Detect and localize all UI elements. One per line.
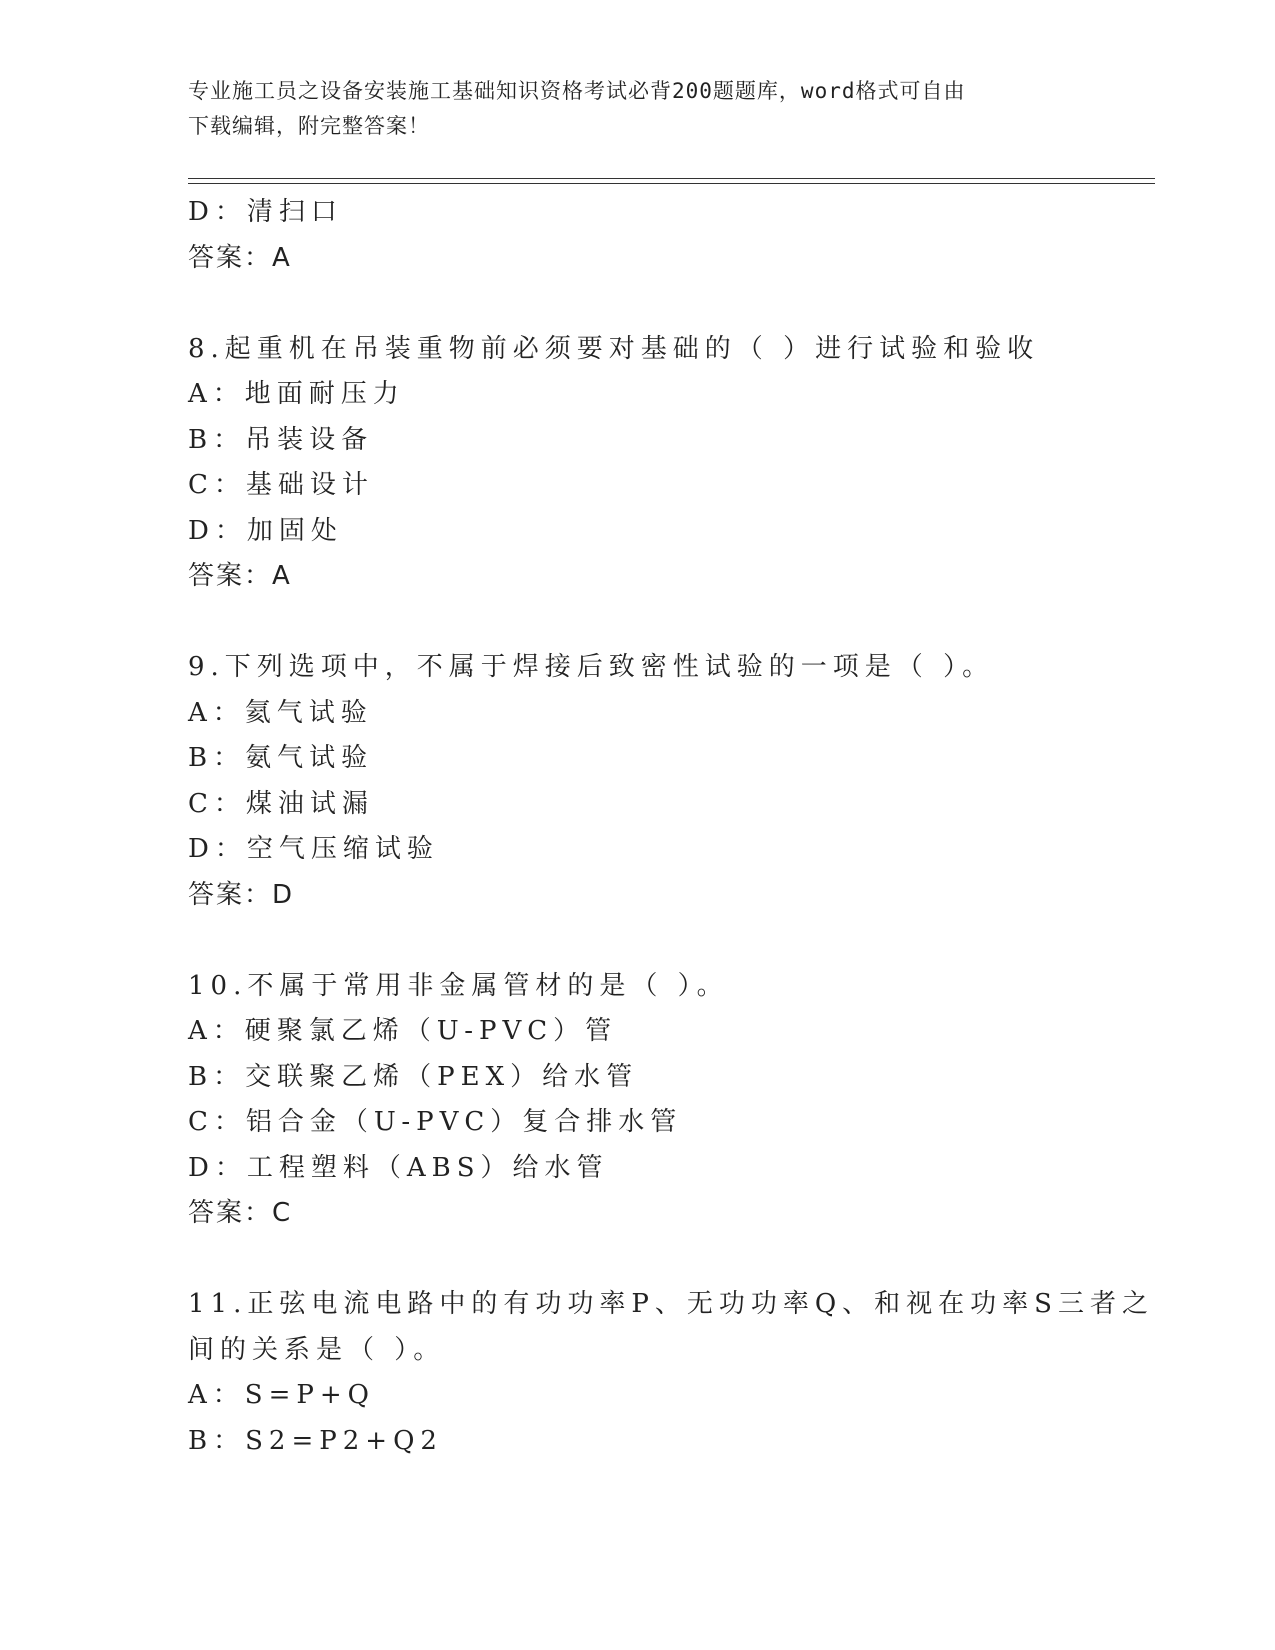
prev-option-d: D：清扫口 xyxy=(188,197,343,227)
spacer xyxy=(188,281,1128,327)
option-b: B：氨气试验 xyxy=(188,743,374,773)
option-a: A：地面耐压力 xyxy=(188,379,405,409)
answer: 答案：D xyxy=(188,879,295,910)
spacer xyxy=(188,918,1128,964)
question-stem-line-1: 11.正弦电流电路中的有功功率P、无功功率Q、和视在功率S三者之 xyxy=(188,1289,1154,1319)
question-list xyxy=(188,190,1154,1464)
spacer xyxy=(188,600,1128,646)
question-stem-line-2: 间的关系是（ ）。 xyxy=(188,1334,446,1365)
answer: 答案：C xyxy=(188,1198,293,1228)
option-d: D：空气压缩试验 xyxy=(188,834,439,864)
question-stem: 9.下列选项中，不属于焊接后致密性试验的一项是（ ）。 xyxy=(188,652,995,682)
spacer xyxy=(188,1237,1128,1283)
prev-answer: 答案：A xyxy=(188,242,292,273)
option-c: C：铝合金（U-PVC）复合排水管 xyxy=(188,1107,683,1137)
question-9 xyxy=(188,645,1128,918)
header-rule-top xyxy=(188,178,1155,179)
option-b: B：吊装设备 xyxy=(188,424,374,455)
question-stem: 8.起重机在吊装重物前必须要对基础的（ ）进行试验和验收 xyxy=(188,333,1040,364)
header-line-2: 下载编辑，附完整答案！ xyxy=(188,114,430,138)
question-10 xyxy=(188,964,1128,1237)
option-c: C：基础设计 xyxy=(188,470,374,500)
header-rule-bottom xyxy=(188,183,1155,184)
option-b: B：交联聚乙烯（PEX）给水管 xyxy=(188,1061,639,1092)
option-d: D：工程塑料（ABS）给水管 xyxy=(188,1152,609,1183)
option-a: A：氦气试验 xyxy=(188,697,373,728)
question-stem: 10.不属于常用非金属管材的是（ ）。 xyxy=(188,970,729,1001)
question-8 xyxy=(188,327,1128,600)
option-d: D：加固处 xyxy=(188,515,343,546)
question-11 xyxy=(188,1282,1154,1464)
option-a: A：硬聚氯乙烯（U-PVC）管 xyxy=(188,1016,618,1046)
answer: 答案：A xyxy=(188,561,292,591)
document-header xyxy=(188,74,1088,144)
option-a: A：S=P+Q xyxy=(188,1380,375,1410)
option-b: B：S2=P2+Q2 xyxy=(188,1425,443,1456)
header-line-1: 专业施工员之设备安装施工基础知识资格考试必背200题题库，word格式可自由 xyxy=(188,79,966,103)
option-c: C：煤油试漏 xyxy=(188,788,374,819)
